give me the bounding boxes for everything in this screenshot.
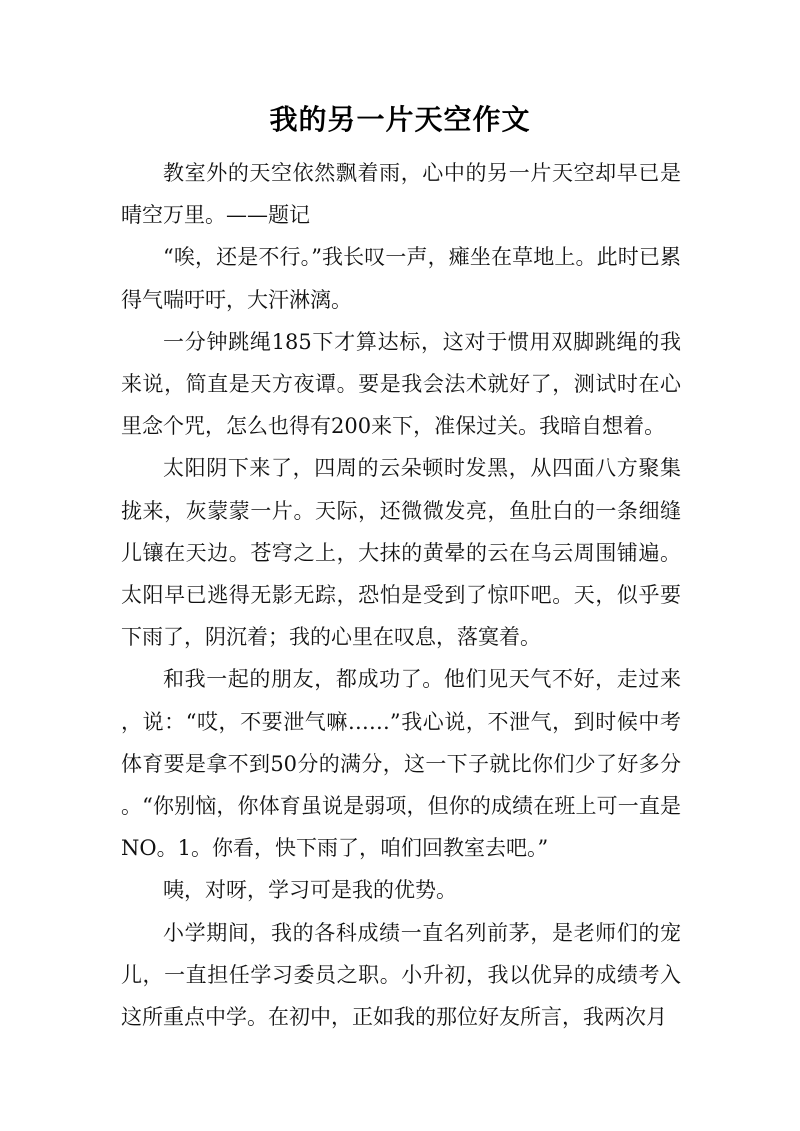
paragraph-epigraph: 教室外的天空依然飘着雨，心中的另一片天空却早已是晴空万里。——题记 <box>121 161 681 228</box>
paragraph-school-history: 小学期间，我的各科成绩一直名列前茅，是老师们的宠儿，一直担任学习委员之职。小升初，我以优异的成绩考入这所重点中学。在初中，正如我的那位好友所言，我两次月 <box>121 920 681 1030</box>
paragraph-weather: 太阳阴下来了，四周的云朵顿时发黑，从四面八方聚集拢来，灰蒙蒙一片。天际，还微微发亮，鱼肚白的一条细缝儿镶在天边。苍穹之上，大抹的黄晕的云在乌云周围铺遍。太阳早已逃得无影无踪，恐怕是受到了惊吓吧。天，似乎要下雨了，阴沉着；我的心里在叹息，落寞着。 <box>121 456 681 650</box>
document-body <box>121 152 681 1038</box>
paragraph-friends: 和我一起的朋友，都成功了。他们见天气不好，走过来，说：“哎，不要泄气嘛……”我心说，不泄气，到时候中考体育要是拿不到50分的满分，这一下子就比你们少了好多分。“你别恼，你体育虽说是弱项，但你的成绩在班上可一直是NO。1。你看，快下雨了，咱们回教室去吧。” <box>121 667 681 861</box>
paragraph-realization: 咦，对呀，学习可是我的优势。 <box>163 878 457 903</box>
paragraph-sigh: “唉，还是不行。”我长叹一声，瘫坐在草地上。此时已累得气喘吁吁，大汗淋漓。 <box>121 245 681 312</box>
document-title: 我的另一片天空作文 <box>269 103 531 136</box>
paragraph-jump-rope: 一分钟跳绳185下才算达标，这对于惯用双脚跳绳的我来说，简直是天方夜谭。要是我会法术就好了，测试时在心里念个咒，怎么也得有200来下，准保过关。我暗自想着。 <box>121 329 681 439</box>
